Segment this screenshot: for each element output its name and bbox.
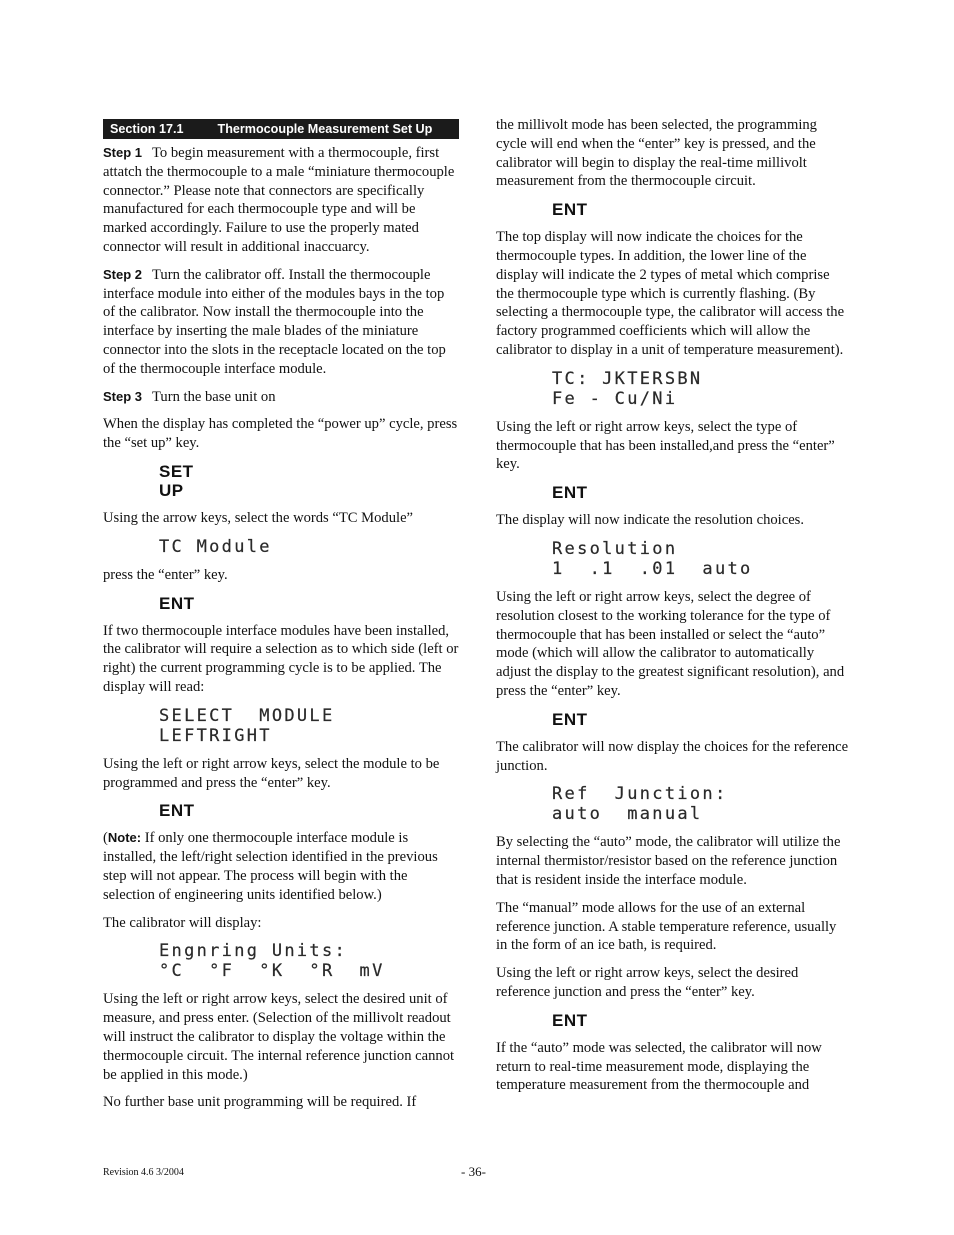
select-type-paragraph: Using the left or right arrow keys, select the type of thermocouple that has been installed,and press the “enter” key. [496, 418, 835, 473]
manual-mode-paragraph: The “manual” mode allows for the use of an external reference junction. A stable temperature reference, usually in the form of an ice bath, is required. [496, 899, 837, 954]
unit-paragraph: Using the left or right arrow keys, select the desired unit of measure, and press enter. (Selection of the millivolt readout will instruct the calibrator to display the voltage within the thermocouple circuit. The internal reference junction cannot be applied in this mode.) [103, 991, 455, 1083]
step2-text: Turn the calibrator off. Install the thermocouple interface module into either of the modules bays in the top of the calibrator. Now install the thermocouple into the interface by inserting the male blades of the miniature connector into the slots in the receptacle located on the top of the thermocouple interface module. [103, 266, 446, 377]
two-modules-paragraph: If two thermocouple interface modules have been installed, the calibrator will require a selection as to which side (left or right) the current programming cycle is to be applied. The display will read: [103, 622, 459, 695]
auto-selected-paragraph: If the “auto” mode was selected, the calibrator will now return to real-time measurement mode, displaying the temperature measurement from the thermocouple and [496, 1039, 822, 1094]
press-enter-paragraph: press the “enter” key. [103, 566, 228, 583]
lcd-eng-line1: Engnring Units: [159, 941, 348, 962]
enter-key-4: ENT [552, 483, 588, 503]
note-paragraph [103, 829, 459, 904]
degree-paragraph: Using the left or right arrow keys, select the degree of resolution closest to the working tolerance for the type of thermocouple that has been installed or select the “auto” mode (which will allow the calibrator to automatically adjust the display to the greatest significant resolution), and press the “enter” key. [496, 588, 845, 699]
lcd-select-module [159, 706, 459, 746]
lcd-tc-line2: Fe - Cu/Ni [552, 388, 678, 409]
lcd-ref-line2: auto manual [552, 804, 703, 825]
page-number: - 36- [461, 1164, 486, 1179]
step3-paragraph [103, 388, 459, 407]
setup-key-line1: SET [159, 461, 194, 481]
lcd-tc-line1: TC: JKTERSBN [552, 368, 703, 389]
top-display-paragraph: The top display will now indicate the choices for the thermocouple types. In addition, the lower line of the display will indicate the 2 types of metal which comprise the thermocouple type which is currently flashing. (By selecting a thermocouple type, the calibrator will access the factory programmed coefficients which will allow the calibrator to display in a unit of temperature measurement). [496, 229, 845, 358]
enter-key-5: ENT [552, 709, 588, 729]
enter-key-1: ENT [159, 593, 195, 613]
millivolt-paragraph: the millivolt mode has been selected, the programming cycle will end when the “enter” key is pressed, and the calibrator will begin to display the real-time millivolt measurement from the thermocouple circuit. [496, 117, 817, 190]
lcd-select-line1: SELECT MODULE [159, 705, 335, 726]
arrow-paragraph: Using the arrow keys, select the words “TC Module” [103, 509, 414, 526]
step2-paragraph [103, 266, 459, 379]
enter-key-3: ENT [552, 200, 588, 220]
lcd-ref-junction [552, 784, 851, 824]
lcd-eng-line2: °C °F °K °R mV [159, 961, 385, 982]
right-column [496, 116, 851, 1104]
setup-key [159, 462, 459, 500]
step2-label: Step 2 [103, 266, 143, 282]
auto-mode-paragraph: By selecting the “auto” mode, the calibrator will utilize the internal thermistor/resistor based on the reference junction that is resident inside the interface module. [496, 834, 841, 888]
select-ref-paragraph: Using the left or right arrow keys, select the desired reference junction and press the “enter” key. [496, 965, 799, 1000]
lcd-resolution [552, 539, 851, 579]
lcd-engineering-units [159, 941, 459, 981]
note-open-paren: ( [103, 830, 108, 847]
will-display-paragraph: The calibrator will display: [103, 914, 262, 931]
section-header [103, 119, 459, 139]
resolution-paragraph: The display will now indicate the resolution choices. [496, 512, 805, 529]
left-column [103, 116, 459, 1121]
lcd-tc-types [552, 369, 851, 409]
lcd-tc-module: TC Module [159, 536, 272, 557]
no-further-paragraph: No further base unit programming will be required. If [103, 1094, 417, 1111]
revision-footer: Revision 4.6 3/2004 [103, 1167, 184, 1178]
lcd-res-line2: 1 .1 .01 auto [552, 558, 753, 579]
step3-label: Step 3 [103, 388, 143, 404]
lcd-select-line2: LEFTRIGHT [159, 725, 272, 746]
step3-text: Turn the base unit on [152, 388, 276, 405]
step1-text: To begin measurement with a thermocouple, first attatch the thermocouple to a male “miniature thermocouple connector.” Please note that connectors are specifically manufactured for each thermocouple type and will be marked accordingly. Failure to use the properly mated connector will result in additional inaccuarcy. [103, 145, 455, 255]
section-number: Section 17.1 [110, 122, 184, 136]
lcd-ref-line1: Ref Junction: [552, 784, 728, 805]
setup-key-line2: UP [159, 480, 184, 500]
section-title: Thermocouple Measurement Set Up [217, 122, 433, 136]
step1-paragraph [103, 144, 459, 257]
powerup-paragraph: When the display has completed the “power up” cycle, press the “set up” key. [103, 416, 458, 452]
leftright-paragraph: Using the left or right arrow keys, select the module to be programmed and press the “enter” key. [103, 755, 440, 791]
step1-label: Step 1 [103, 145, 143, 160]
ref-choices-paragraph: The calibrator will now display the choices for the reference junction. [496, 738, 849, 774]
note-text: If only one thermocouple interface module is installed, the left/right selection identified in the previous step will not appear. The process will begin with the selection of engineering units identified below.) [103, 830, 438, 903]
enter-key-2: ENT [159, 801, 195, 821]
enter-key-6: ENT [552, 1010, 588, 1030]
lcd-res-line1: Resolution [552, 538, 678, 559]
note-label: Note: [107, 830, 142, 846]
